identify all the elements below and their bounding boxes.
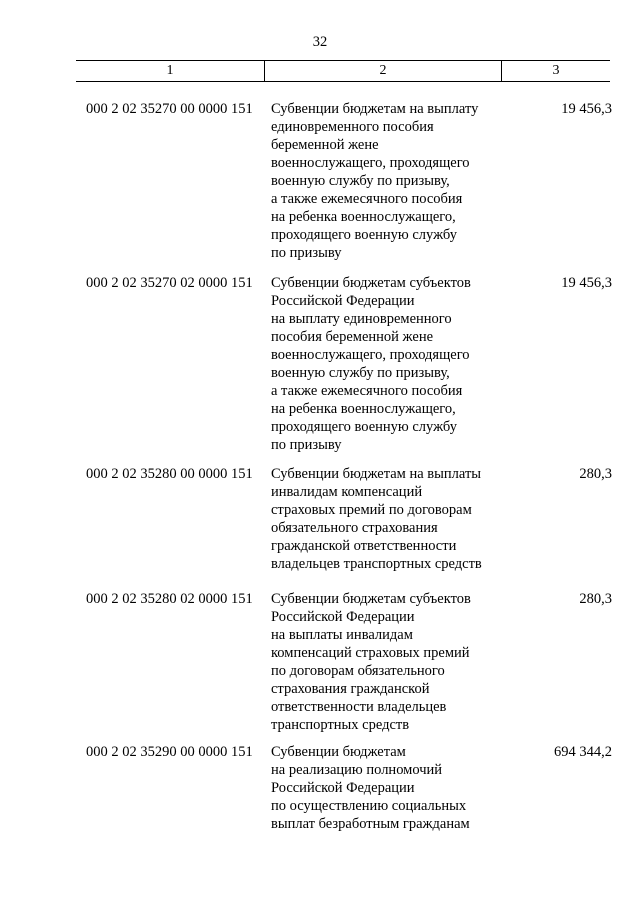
amount-value: 694 344,2: [554, 744, 612, 760]
description-line: по осуществлению социальных: [271, 798, 467, 814]
description-line: а также ежемесячного пособия: [271, 383, 463, 399]
description-line: обязательного страхования: [271, 520, 438, 536]
description-line: Субвенции бюджетам на выплаты: [271, 466, 482, 482]
description-line: Субвенции бюджетам: [271, 744, 406, 760]
row-description: [271, 100, 521, 262]
description-line: Субвенции бюджетам субъектов: [271, 275, 471, 291]
budget-code: 000 2 02 35280 02 0000 151: [86, 591, 253, 607]
description-line: военнослужащего, проходящего: [271, 155, 470, 171]
row-description: [271, 590, 521, 734]
amount-value: 280,3: [579, 591, 612, 607]
description-line: единовременного пособия: [271, 119, 434, 135]
description-line: транспортных средств: [271, 717, 410, 733]
description-line: по договорам обязательного: [271, 663, 445, 679]
description-line: на реализацию полномочий: [271, 762, 443, 778]
description-line: на выплату единовременного: [271, 311, 452, 327]
budget-code: 000 2 02 35280 00 0000 151: [86, 466, 253, 482]
description-line: ответственности владельцев: [271, 699, 447, 715]
description-line: Субвенции бюджетам на выплату: [271, 101, 479, 117]
description-line: на выплаты инвалидам: [271, 627, 413, 643]
column-header-3: 3: [552, 63, 560, 78]
description-line: инвалидам компенсаций: [271, 484, 423, 500]
description-line: компенсаций страховых премий: [271, 645, 470, 661]
description-line: Российской Федерации: [271, 780, 415, 796]
description-line: проходящего военную службу: [271, 227, 458, 243]
description-line: на ребенка военнослужащего,: [271, 209, 456, 225]
description-line: гражданской ответственности: [271, 538, 457, 554]
description-line: Субвенции бюджетам субъектов: [271, 591, 471, 607]
description-line: военнослужащего, проходящего: [271, 347, 470, 363]
description-line: беременной жене: [271, 137, 379, 153]
amount-value: 19 456,3: [561, 275, 612, 291]
description-line: страховых премий по договорам: [271, 502, 472, 518]
description-line: на ребенка военнослужащего,: [271, 401, 456, 417]
description-line: а также ежемесячного пособия: [271, 191, 463, 207]
description-line: проходящего военную службу: [271, 419, 458, 435]
page-number: 32: [312, 34, 328, 50]
description-line: Российской Федерации: [271, 609, 415, 625]
description-line: военную службу по призыву,: [271, 173, 450, 189]
description-line: выплат безработным гражданам: [271, 816, 470, 832]
budget-code: 000 2 02 35270 02 0000 151: [86, 275, 253, 291]
amount-value: 280,3: [579, 466, 612, 482]
description-line: страхования гражданской: [271, 681, 430, 697]
description-line: военную службу по призыву,: [271, 365, 450, 381]
amount-value: 19 456,3: [561, 101, 612, 117]
description-line: по призыву: [271, 437, 342, 453]
budget-code: 000 2 02 35270 00 0000 151: [86, 101, 253, 117]
description-line: владельцев транспортных средств: [271, 556, 482, 572]
budget-code: 000 2 02 35290 00 0000 151: [86, 744, 253, 760]
row-description: [271, 743, 521, 833]
row-description: [271, 465, 521, 573]
description-line: по призыву: [271, 245, 342, 261]
column-header-1: 1: [76, 61, 265, 81]
description-line: Российской Федерации: [271, 293, 415, 309]
column-header-2: 2: [265, 61, 502, 81]
row-description: [271, 274, 521, 454]
description-line: пособия беременной жене: [271, 329, 434, 345]
column-header-row: [76, 60, 610, 82]
